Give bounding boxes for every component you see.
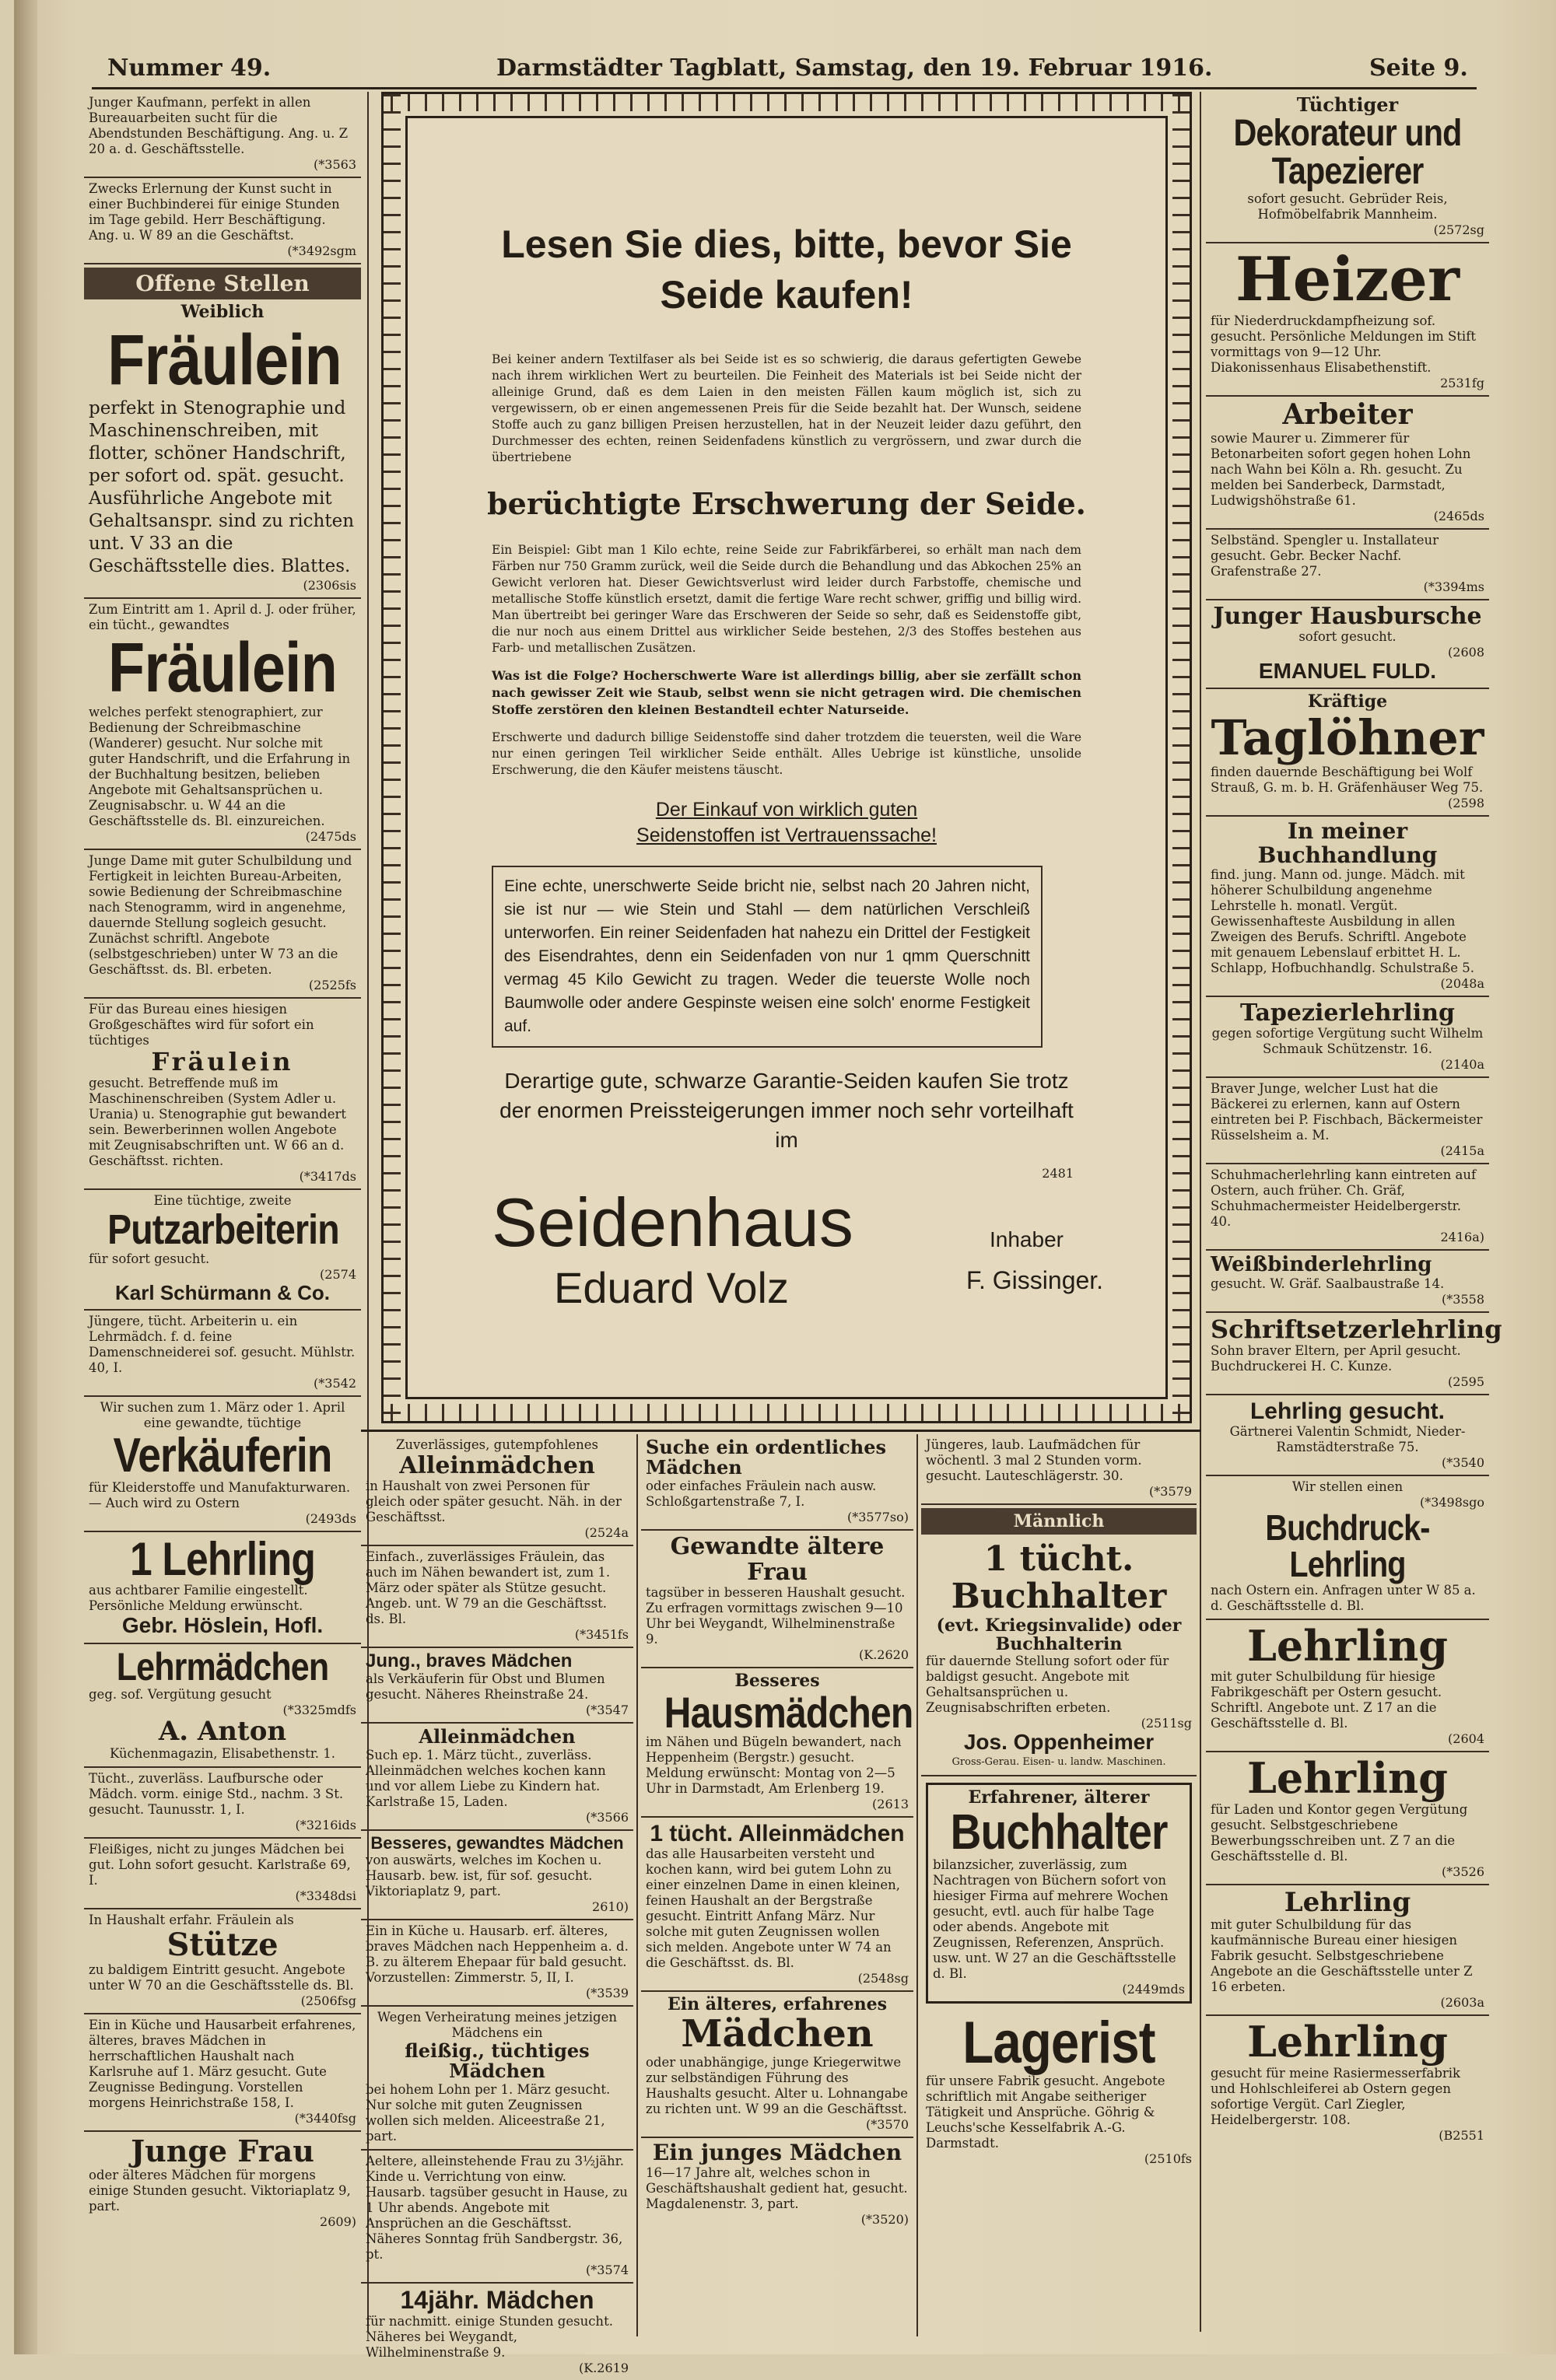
classified-ad [1206,1620,1489,1752]
classified-ad [84,1909,361,2014]
ad-ref: (*3542 [314,1375,356,1391]
ad-headline: Fräulein [151,1046,294,1076]
binding-edge [14,0,37,2354]
ad-ref: (2475ds [305,828,356,844]
classified-ad [84,1311,361,1397]
classified-ad [84,321,361,599]
seidenhaus-advertisement [381,92,1192,1423]
ad-ref: (*3325mdfs [282,1702,356,1717]
ad-text: Ein in Küche u. Hausarb. erf. älteres, braves Mädchen nach Heppenheim a. d. B. zu älterem Ehepaar für bald gesucht. Vorzustellen: Zimmerstr. 5, II, I. [366,1923,629,1985]
ad-ref: (2506fsg [300,1993,356,2009]
classified-ad [84,1644,361,1768]
ad-title: Lesen Sie dies, bitte, bevor Sie Seide kaufen! [501,222,1072,317]
ad-text: Such ep. 1. März tücht., zuverläss. Alleinmädchen welches kochen kann und vor allem Liebe zu Kindern hat. Karlstraße 15, Laden. [366,1747,606,1809]
ad-headline: Junge Frau [131,2133,314,2169]
ad-closing: Derartige gute, schwarze Garantie-Seiden kaufen Sie trotz der enormen Preissteigerungen immer noch sehr vorteilhaft im [499,1068,1074,1152]
ad-ref: (2465ds [1433,508,1484,523]
ad-ref: (*3417ds [299,1169,356,1184]
ad-text: perfekt in Stenographie und Maschinenschreiben, mit flotter, schöner Handschrift, per sofort od. spät. gesucht. Ausführliche Angebote mit Gehaltsanspr. sind zu richten unt. V 33 an die Geschäftsstelle dies. Blattes. [89,398,355,577]
ad-text: in Haushalt von zwei Personen für gleich oder später gesucht. Näh. in der Geschäftsst. [366,1479,622,1524]
ad-text: finden dauernde Beschäftigung bei Wolf Strauß, G. m. b. H. Gräfenhäuser Weg 75. [1211,764,1484,795]
ad-text: oder unabhängige, junge Kriegerwitwe zur selbständigen Führung des Haushalts gesucht. Alter u. Lohnangabe zu richten unt. W 99 an die Geschäftsst. [646,2055,908,2117]
page-number: Seite 9. [1369,54,1468,82]
classified-ad [641,2138,913,2231]
ad-headline: Suche ein ordentliches Mädchen [646,1436,886,1479]
ad-headline: Tapezierlehrling [1240,999,1455,1027]
ad-headline: Besseres, gewandtes Mädchen [370,1832,624,1853]
owner-label: Inhaber [990,1227,1064,1251]
ad-ref: (2525fs [308,977,356,992]
ad-headline: Schriftsetzerlehrling [1211,1314,1502,1345]
ad-text: Selbständ. Spengler u. Installateur gesucht. Gebr. Becker Nachf. Grafenstraße 27. [1211,532,1439,579]
ad-ref: (2603a [1440,1995,1484,2011]
ad-text: bei hohem Lohn per 1. März gesucht. Nur solche mit guten Zeugnissen wollen sich melden. Aliceestraße 21, part. [366,2081,611,2144]
ad-ref: (*3539 [586,1985,629,2000]
ad-text: Gärtnerei Valentin Schmidt, Nieder-Ramstädterstraße 75. [1229,1424,1466,1455]
classified-ad [1206,1476,1489,1620]
logo-name: Seidenhaus [492,1183,853,1261]
classified-ad [84,1190,361,1311]
ad-paragraph: Was ist die Folge? Hocherschwerte Ware ist allerdings billig, aber sie zerfällt schon nach gewisser Zeit wie Staub, selbst wenn sie nicht getragen wird. Die chemischen Stoffe zerstören den kleinen Bestandteil echter Naturseide. [492,667,1081,717]
classified-ad [1206,1752,1489,1885]
classified-ad [921,2010,1197,2171]
ad-headline: Buchdruck-Lehrling [1265,1507,1430,1585]
masthead-date: Darmstädter Tagblatt, Samstag, den 19. Februar 1916. [496,54,1213,82]
ad-text: tagsüber in besseren Haushalt gesucht. Zu erfragen vormittags zwischen 9—10 Uhr bei Weygandt, Wilhelminenstraße 9. [646,1584,906,1647]
ad-paragraph: Ein Beispiel: Gibt man 1 Kilo echte, reine Seide zur Fabrikfärberei, so erhält man nach dem Färben nur 750 Gramm zurück, weil die Seide durch die Behandlung und das Abkochen 25% an Gewicht verloren hat. Dieser Gewichtsverlust wird leider durch Farbstoffe, chemische und metallische Stoffe künstlich ersetzt, damit die fertige Ware recht schwer, griffig und billig wird. Man übertreibt bei geringer Ware das Erschweren der Seide so sehr, daß es Seidenstoffe gibt, die nur noch aus einem Drittel aus wirklicher Seide bestehen, 2/3 des Stoffes bestehen aus Farb- und metallischen Zusätzen. [492,542,1081,655]
ad-paragraph: Erschwerte und dadurch billige Seidenstoffe sind daher trotzdem die teuersten, weil die Ware nur einen geringen Teil wirklicher Seide enthält. Alles Uebrige ist künstliche, unsolide Erschwerung, die den Käufer meistens täuscht. [492,730,1081,777]
ad-pre: Eine tüchtige, zweite [153,1193,292,1208]
ad-headline: Arbeiter [1282,398,1413,432]
ad-ref: (*3577so) [846,1509,909,1524]
classified-ad [361,1831,633,1920]
ad-headline: Lehrmädchen [116,1644,329,1689]
ad-text: von auswärts, welches im Kochen u. Hausarb. bew. ist, für sof. gesucht. Viktoriaplatz 9, part. [366,1852,602,1899]
ad-headline: Fräulein [107,629,338,708]
ad-ref: (2140a [1440,1057,1484,1073]
ad-subtitle: berüchtigte Erschwerung der Seide. [487,486,1086,521]
classified-ad [641,1531,913,1668]
ad-ref: (2524a [584,1525,629,1540]
ad-text: als Verkäuferin für Obst und Blumen gesucht. Näheres Rheinstraße 24. [366,1671,605,1703]
classified-ad [921,1538,1197,1776]
classified-ad [361,2284,633,2380]
ad-ref: (2598 [1448,795,1484,810]
ad-ref: (K.2620 [859,1647,909,1662]
classified-ad [1206,600,1489,690]
ad-headline: Lagerist [962,2010,1155,2077]
ad-text: das alle Hausarbeiten versteht und kochen kann, wird bei gutem Lohn zu einer einzelnen Dame in einen kleinen, feinen Haushalt an der Bergstraße gesucht. Eintritt Anfang März. Nur solche mit guten Zeugnissen wollen sich melden. Angebote unter W 74 an die Geschäftsst. ds. Bl. [646,1846,900,1971]
ad-headline: Taglöhner [1211,709,1484,766]
ad-pre: Wir stellen einen [1291,1479,1404,1495]
ad-inset [492,866,1043,1048]
classified-ad [361,1648,633,1724]
classified-ad [84,1532,361,1644]
ad-text: mit guter Schulbildung für hiesige Fabrikgeschäft per Ostern gesucht. Schriftl. Angebote unt. Z 17 an die Geschäftsstelle d. Bl. [1211,1669,1442,1731]
ad-ref: (*3558 [1442,1292,1484,1307]
ad-firm: A. Anton [158,1715,287,1747]
ad-ref: (2548sg [857,1971,909,1986]
ad-headline: Stütze [166,1927,279,1964]
section-heading: Männlich [921,1508,1197,1535]
ad-text: mit guter Schulbildung für das kaufmännische Bureau einer hiesigen Fabrik gesucht. Selbstgeschriebene Angebote an die Geschäftsstelle unter Z 16 erbeten. [1211,1917,1473,1995]
ad-ref: 2416a) [1440,1230,1484,1245]
ad-ref: (2574 [320,1267,356,1283]
ad-motto: Seidenstoffen ist Vertrauenssache! [636,824,937,846]
ad-firm: EMANUEL FULD. [1258,658,1437,683]
ad-text: gesucht für meine Rasiermesserfabrik und Hohlschleiferei ab Ostern gegen sofortige Vergüt. Carl Ziegler, Heidelbergerstr. 108. [1211,2065,1461,2127]
column-left [84,92,361,2332]
classified-ad [361,2151,633,2284]
ad-pre: Erfahrener, älterer [968,1787,1150,1808]
column-rule [916,1434,918,2336]
classified-ad [641,1992,913,2138]
ad-headline: Verkäuferin [113,1428,332,1482]
ad-headline: Lehrling [1284,1886,1411,1918]
ad-text: Zwecks Erlernung der Kunst sucht in einer Buchbinderei für einige Stunden im Tage gebild. Herr Beschäftigung. Ang. u. W 89 an die Geschäftst. [89,181,340,243]
classified-ad [641,1818,913,1992]
ad-text: 16—17 Jahre alt, welches schon in Geschäftshaushalt gedient hat, gesucht. Magdalenenstr. 3, part. [646,2165,908,2211]
classified-ad [1206,397,1489,530]
ad-ref: (*3579 [1149,1484,1192,1499]
ad-text: oder einfaches Fräulein nach ausw. Schloßgartenstraße 7, I. [646,1478,877,1509]
classified-ad [921,1434,1197,1505]
classified-ad [84,1839,361,1909]
ad-headline: Mädchen [681,2012,874,2056]
classified-ad [361,1546,633,1648]
classified-ad [1206,1395,1489,1476]
ad-ref: (*3547 [586,1703,629,1718]
ad-text: bilanzsicher, zuverlässig, zum Nachtragen von Büchern sofort von hiesiger Firma auf mehrere Wochen gesucht, evtl. auch für halbe Tage oder abends. Angebote mit Zeugnissen, Referenzen, Ansprüch. usw. unt. W 27 an die Geschäftsstelle d. Bl. [933,1857,1176,1982]
ad-text: Jüngere, tücht. Arbeiterin u. ein Lehrmädch. f. d. feine Damenschneiderei sof. gesucht. Mühlstr. 40, I. [89,1313,356,1375]
ad-text: sofort gesucht. Gebrüder Reis, Hofmöbelfabrik Mannheim. [1247,191,1448,222]
page-header [107,54,1468,86]
ad-pre: Zum Eintritt am 1. April d. J. oder früher, ein tücht., gewandtes [89,602,356,633]
ad-text: gesucht. Betreffende muß im Maschinenschreiben (System Adler u. Urania) u. Stenographie gut bewandert sein. Bewerberinnen wollen Angebote mit Zeugnisabschriften unt. W 66 an d. Geschäftsst. richten. [89,1076,347,1168]
ad-firm-sub: Gross-Gerau. Eisen- u. landw. Maschinen. [951,1755,1166,1768]
ad-text: für sofort gesucht. [89,1251,210,1267]
ad-text: geg. sof. Vergütung gesucht [89,1686,272,1702]
ad-ref: (2510fs [1144,2151,1192,2166]
ad-ref: (2511sg [1141,1716,1192,1731]
classified-ad [1206,817,1489,998]
ad-text: Einfach., zuverlässiges Fräulein, das auch im Nähen bewandert ist, zum 1. März oder später als Stütze gesucht. Angeb. unt. W 79 an die Geschäftsst. ds. Bl. [366,1549,611,1626]
ad-ref: (*3574 [586,2262,629,2277]
ad-text: oder älteres Mädchen für morgens einige Stunden gesucht. Viktoriaplatz 9, part. [89,2168,351,2214]
classified-ad [1206,997,1489,1078]
newspaper-page [14,0,1556,2375]
classified-ad [84,2132,361,2234]
classified-ad [84,92,361,178]
ad-ref: (*3570 [866,2117,909,2133]
column-right [1206,92,1502,2332]
column-lower-b [361,1434,633,2375]
ad-ref: (*3566 [586,1809,629,1825]
ad-ref: (*3492sgm [287,243,356,258]
ad-ref: 2531fg [1440,376,1484,391]
column-rule [1200,92,1201,2332]
classified-ad [1206,1885,1489,2016]
section-heading: Offene Stellen [84,268,361,299]
ad-text: für Niederdruckdampfheizung sof. gesucht. Persönliche Meldungen im Stift vormittags von 9—12 Uhr. Diakonissenhaus Elisabethenstift. [1211,313,1476,376]
classified-ad [1206,689,1489,816]
ad-headline: Lehrling [1246,1753,1449,1804]
ad-text: gegen sofortige Vergütung sucht Wilhelm Schmauk Schützenstr. 16. [1211,1026,1484,1057]
classified-ad [361,1724,633,1830]
ad-ref: (2449mds [1122,1982,1185,1997]
ad-text: welches perfekt stenographiert, zur Bedienung der Schreibmaschine (Wanderer) gesucht. Nur solche mit guter Handschrift, und die Erfahrung in der Buchhaltung besitzen, belieben Angebote mit Gehaltsansprüchen u. Zeugnisabschr. u. W 44 an die Geschäftsstelle ds. Bl. einzureichen. [89,704,351,828]
ad-sub: (evt. Kriegsinvalide) oder Buchhalterin [936,1615,1182,1654]
ad-text: für unsere Fabrik gesucht. Angebote schriftlich mit Angabe seitheriger Tätigkeit und Ansprüche. Göhrig & Leuchs'sche Kesselfabrik A.-G. Darmstadt. [926,2073,1165,2151]
ad-text: Tücht., zuverläss. Laufbursche oder Mädch. vorm. einige Std., nachm. 3 St. gesucht. Taunusstr. 1, I. [89,1771,344,1818]
ad-text: für Laden und Kontor gegen Vergütung gesucht. Selbstgeschriebene Bewerbungsschreiben unt. Z 7 an die Geschäftsstelle d. Bl. [1211,1801,1468,1864]
ad-headline: Buchhalter [950,1804,1168,1860]
classified-ad [1206,530,1489,600]
ad-ref: (2493ds [305,1510,356,1526]
ad-text: zu baldigem Eintritt gesucht. Angebote unter W 70 an die Geschäftsstelle ds. Bl. [89,1962,354,1993]
ad-ref: (*3440fsg [294,2111,356,2126]
ad-ref: (2613 [872,1797,909,1812]
ad-text: gesucht. W. Gräf. Saalbaustraße 14. [1211,1276,1445,1292]
ad-text: Braver Junge, welcher Lust hat die Bäckerei zu erlernen, kann auf Ostern eintreten bei P. Fischbach, Bäckermeister Rüsselsheim a. M. [1211,1081,1483,1143]
ad-pre: In Haushalt erfahr. Fräulein als [89,1913,294,1928]
classified-ad [1206,1251,1489,1313]
classified-ad [1206,1078,1489,1164]
classified-ad [84,599,361,850]
classified-ad [641,1434,913,1531]
ad-ref: (*3520) [860,2211,909,2227]
ad-ref: 2481 [1042,1165,1074,1181]
ad-pre: Besseres [734,1670,820,1691]
ad-text: Sohn braver Eltern, per April gesucht. Buchdruckerei H. C. Kunze. [1211,1343,1461,1374]
ad-text: Junge Dame mit guter Schulbildung und Fertigkeit in leichten Bureau-Arbeiten, sowie Bedienung der Schreibmaschine nach Stenogramm, wird in angenehme, dauernde Stellung sogleich gesucht. Zunächst schriftl. Angebote (selbstgeschrieben) unter W 73 an die Geschäftsst. ds. Bl. erbeten. [89,852,352,977]
ad-text: sowie Maurer u. Zimmerer für Betonarbeiten sofort gegen hohen Lohn nach Wahn bei Köln a. Rh. gesucht. Zu melden bei Sanderbeck, Darmstadt, Ludwigshöhstraße 61. [1211,430,1471,508]
classified-ad [641,1668,913,1818]
ad-ref: (*3526 [1442,1864,1484,1879]
ad-headline: Alleinmädchen [399,1452,595,1479]
classified-ad [361,1920,633,2007]
ad-ref: (2608 [1448,644,1484,660]
ad-inset-text: Eine echte, unerschwerte Seide bricht nie, selbst nach 20 Jahren nicht, sie ist nur — wie Stein und Stahl — dem natürlichen Verschleiß unterworfen. Ein reiner Seidenfaden hat nahezu ein Drittel der Festigkeit des Eisendrahtes, denn ein Seidenfaden von nur 1 qmm Querschnitt vermag 45 Kilo Gewicht zu tragen. Weder die teuerste Wolle noch Baumwolle oder andere Gespinste weisen eine solch' enorme Festigkeit auf. [504,877,1030,1035]
ad-ref: (*3451fs [574,1627,629,1642]
classified-ad [84,178,361,264]
ad-text: für dauernde Stellung sofort oder für baldigst gesucht. Angebote mit Gehaltsansprüchen u. Zeugnisabschriften erbeten. [926,1654,1169,1716]
ad-headline: 1 tücht. Alleinmädchen [650,1821,905,1847]
ad-ref: (2415a [1440,1143,1484,1159]
ad-headline: Lehrling [1246,1621,1449,1671]
ad-pre: Wegen Verheiratung meines jetzigen Mädchens ein [377,2009,617,2040]
ad-firm-sub: Küchenmagazin, Elisabethenstr. 1. [109,1746,336,1762]
seidenhaus-logo [445,1183,1128,1336]
ad-ref: (*3563 [314,157,356,172]
ad-headline: Alleinmädchen [419,1725,576,1748]
ad-pre: Zuverlässiges, gutempfohlenes [395,1437,599,1452]
classified-ad [84,999,361,1190]
classified-ad [1206,1313,1502,1395]
classified-ad [1206,2016,1489,2147]
ad-text: Fleißiges, nicht zu junges Mädchen bei gut. Lohn sofort gesucht. Karlstraße 69, I. [89,1842,351,1888]
ad-text: Schuhmacherlehrling kann eintreten auf Ostern, auch früher. Ch. Gräf, Schuhmachermeister Heidelbergerstr. 40. [1211,1167,1477,1230]
ad-headline: 1 tücht. Buchhalter [951,1539,1167,1617]
ad-pre: Wir suchen zum 1. März oder 1. April eine gewandte, tüchtige [100,1399,345,1430]
ad-headline: Gewandte ältere Frau [670,1532,885,1586]
ad-headline: Putzarbeiterin [107,1206,339,1253]
ad-ref: (*3348dsi [295,1888,356,1904]
ad-text: Aeltere, alleinstehende Frau zu 3½jähr. Kinde u. Verrichtung von einw. Hausarb. tagsüber gesucht in Hause, zu 1 Uhr abends. Angebote mit Ansprüchen an die Geschäftsst. Näheres Sonntag früh Sandbergstr. 36, pt. [366,2153,628,2262]
ad-pre: Ein älteres, erfahrenes [667,1994,888,2015]
ad-ref: (B2551 [1439,2127,1484,2143]
classified-ad [926,1783,1192,2004]
ad-headline: Heizer [1235,244,1460,316]
ad-text: Ein in Küche und Hausarbeit erfahrenes, älteres, braves Mädchen in herrschaftlichen Haushalt nach Karlsruhe auf 1. März gesucht. Gute Zeugnisse Bedingung. Vorstellen morgens Heinrichstraße 158, I. [89,2018,356,2111]
ad-ref: (*3394ms [1423,579,1484,594]
ad-body [405,116,1168,1399]
ad-headline: 1 Lehrling [130,1532,315,1585]
ad-headline: Weißbinderlehrling [1211,1253,1432,1277]
ad-headline: Lehrling gesucht. [1249,1398,1446,1425]
ad-ref: (*3540 [1442,1455,1484,1471]
column-lower-c [641,1434,913,2336]
ad-ref: (2572sg [1433,222,1484,238]
ad-text: find. jung. Mann od. junge. Mädch. mit höherer Schulbildung angenehme Lehrstelle h. monatl. Vergüt. Gewissenhafteste Ausbildung in allen Zweigen des Berufs. Schriftl. Angebote mit genauem Lebenslauf erbittet H. L. Schlapp, Hofbuchhandlg. Schulstraße 5. [1211,867,1475,976]
ad-headline: 14jähr. Mädchen [400,2285,594,2314]
ad-headline: In meiner Buchhandlung [1257,817,1438,868]
classified-ad [361,2007,633,2151]
ad-headline: Ein junges Mädchen [652,2140,902,2166]
ad-headline: Junger Hausbursche [1213,602,1482,630]
ad-ref: 2610) [592,1899,629,1914]
ad-ref: (*3216ids [295,1818,356,1833]
ad-firm: Gebr. Höslein, Hofl. [121,1613,324,1638]
classified-ad [84,850,361,999]
ad-text: aus achtbarer Familie eingestellt. Persönliche Meldung erwünscht. [89,1583,308,1614]
column-rule [636,1434,638,2336]
ad-text: nach Ostern ein. Anfragen unter W 85 a. d. Geschäftsstelle d. Bl. [1211,1583,1476,1614]
classified-ad [1206,92,1489,243]
ad-motto: Der Einkauf von wirklich guten [655,798,918,821]
ad-headline: Fräulein [107,320,342,401]
classified-ad [84,1768,361,1839]
header-rule [92,87,1477,89]
owner-name: F. Gissinger. [966,1265,1104,1294]
ad-ref: 2609) [320,2214,356,2230]
ad-headline: Hausmädchen [664,1687,913,1737]
ad-headline: Jung., braves Mädchen [366,1650,573,1671]
ad-ref: (*3498sgo [1419,1495,1484,1510]
column-lower-d [921,1434,1197,2336]
ad-ref: (K.2619 [579,2360,629,2375]
classified-ad [84,1397,361,1532]
ad-text: Jüngeres, laub. Laufmädchen für wöchentl. 3 mal 2 Stunden vorm. gesucht. Lauteschlägerstr. 30. [926,1437,1142,1483]
ad-text: im Nähen und Bügeln bewandert, nach Heppenheim (Bergstr.) gesucht. Meldung erwünscht: Montag von 2—5 Uhr in Darmstadt, Am Erlenberg 19. [646,1734,902,1797]
ad-paragraph: Bei keiner andern Textilfaser als bei Seide ist es so schwierig, die daraus gefertigten Gewebe nach ihrem wirklichen Wert zu beurteilen. Die Feinheit des Materials ist bei Seide nicht der alleinige Grund, daß es dem Laien in den meisten Fällen kaum möglich ist, sich zu vergewissern, ob er einen angemessenen Preis für die Seide bezahlt hat. Der Wunsch, seidene Stoffe auch zu ganz billigen Preisen herzustellen, hat in der Neuzeit leider dazu geführt, den Durchmesser des echten, reinen Seidenfadens künstlich zu vergrössern, und zwar durch die übertriebene [492,352,1081,464]
ad-headline: Dekorateur und Tapezierer [1233,113,1462,193]
classified-ad [84,2014,361,2132]
ad-headline: Lehrling [1246,2017,1449,2067]
logo-subname: Eduard Volz [554,1262,789,1312]
ad-ref: (2595 [1448,1374,1484,1390]
ad-pre: Für das Bureau eines hiesigen Großgeschäftes wird für sofort ein tüchtiges [89,1001,314,1048]
ad-firm: Karl Schürmann & Co. [115,1281,330,1305]
ad-ref: (2048a [1440,976,1484,992]
ad-text: für nachmitt. einige Stunden gesucht. Näheres bei Weygandt, Wilhelminenstraße 9. [366,2313,613,2360]
classified-ad [1206,243,1489,397]
ad-ref: (2306sis [303,578,356,593]
issue-number: Nummer 49. [107,54,272,82]
ad-ref: (2604 [1448,1731,1484,1747]
ad-pre: Kräftige [1307,691,1388,712]
ad-text: sofort gesucht. [1298,628,1397,644]
ad-pre: Tüchtiger [1296,93,1399,116]
ad-headline: fleißig., tüchtiges Mädchen [405,2039,590,2083]
lower-row-rule [361,1430,1201,1432]
ad-firm: Jos. Oppenheimer [963,1730,1155,1755]
classified-ad [361,1434,633,1546]
ad-text: für Kleiderstoffe und Manufakturwaren. — Auch wird zu Ostern [89,1479,351,1510]
subsection-heading: Weiblich [180,302,265,322]
ad-text: Junger Kaufmann, perfekt in allen Bureauarbeiten sucht für die Abendstunden Beschäftigung. Ang. u. Z 20 a. d. Geschäftsstelle. [89,95,349,156]
classified-ad [1206,1164,1489,1251]
